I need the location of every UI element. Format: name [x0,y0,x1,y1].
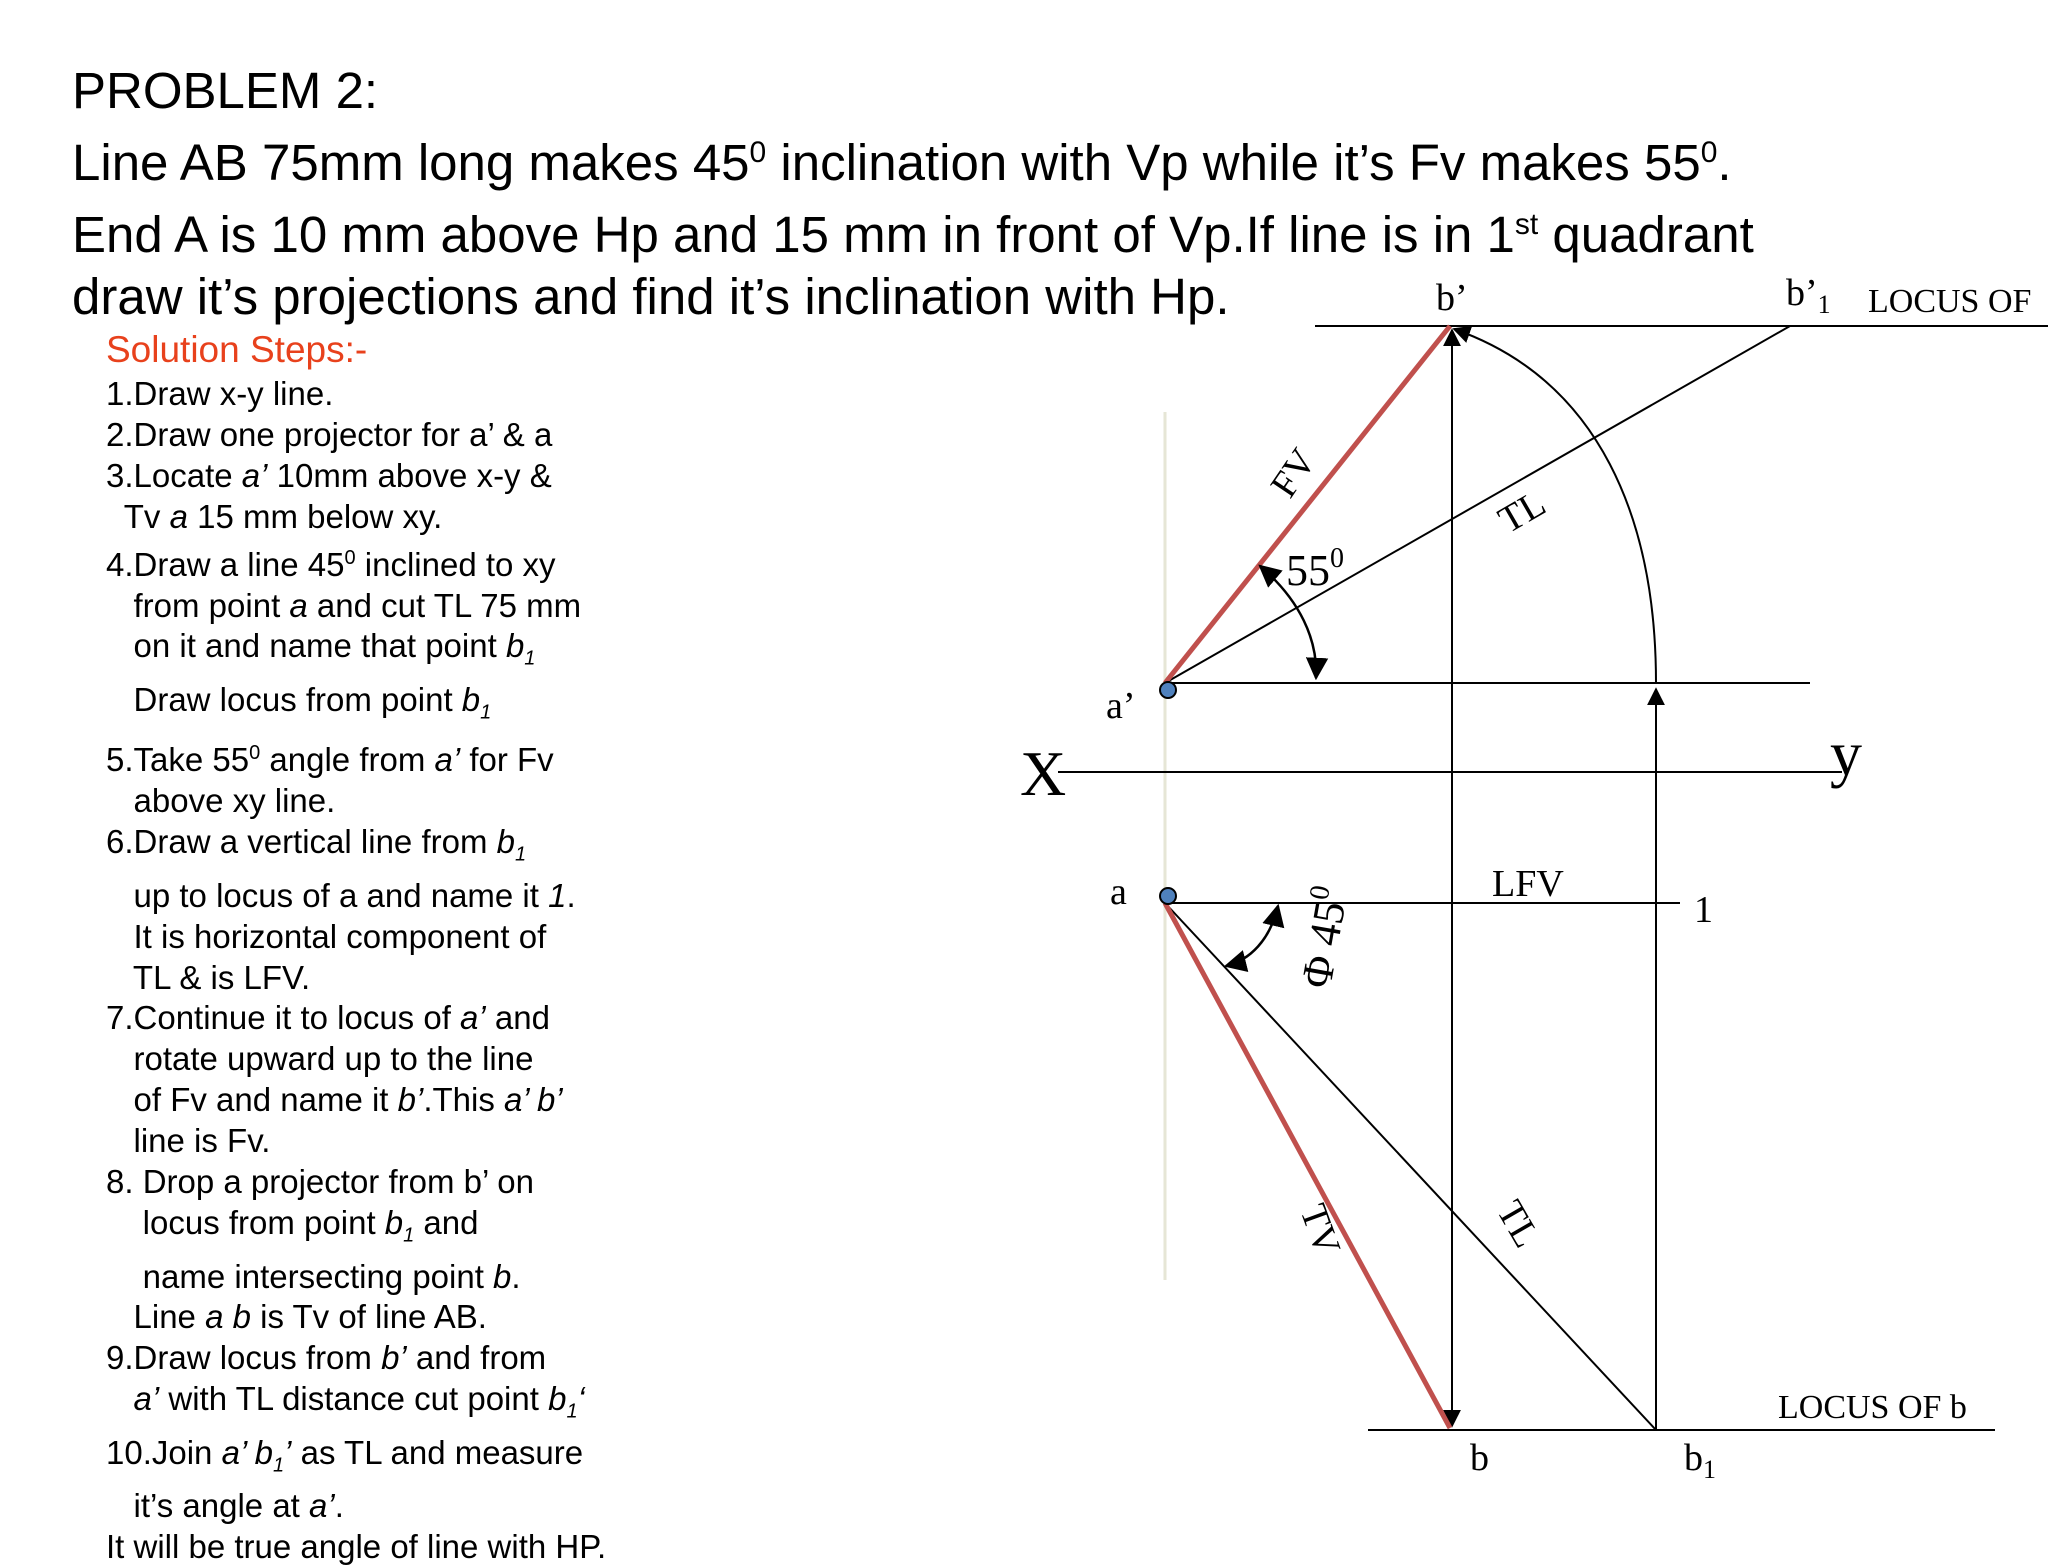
solution-step: on it and name that point $b_1$ [106,627,536,671]
label-b-prime: b’ [1436,277,1468,319]
solution-step: 7.Continue it to locus of a’ and [106,999,550,1037]
point-a [1160,888,1176,904]
label-locus-of-b: LOCUS OF b [1778,1389,1967,1426]
solution-step: above xy line. [106,782,336,820]
solution-step: TL & is LFV. [106,958,311,996]
solution-step: 9.Draw locus from b’ and from [106,1339,547,1377]
label-locus-of-top: LOCUS OF [1868,283,2032,320]
label-y: y [1830,718,1862,789]
solution-step: Tv a 15 mm below xy. [106,497,443,535]
point-a-prime [1160,682,1176,698]
solution-step: Draw locus from point $b_1$ [106,680,492,724]
solution-step: It will be true angle of line with HP. [106,1528,607,1566]
solution-heading: Solution Steps:- [106,329,368,370]
problem-number: PROBLEM 2: [72,62,379,119]
label-b: b [1470,1437,1489,1479]
label-angle-55: $55^0$ [1286,543,1344,595]
solution-step: from point a and cut TL 75 mm [106,586,582,624]
label-a-prime: a’ [1106,685,1136,727]
true-length-line-top [1165,326,1790,683]
solution-step: 1.Draw x-y line. [106,375,334,412]
solution-step: of Fv and name it b’.This a’ b’ [106,1081,563,1119]
solution-step: Line a b is Tv of line AB. [106,1298,487,1336]
solution-step: 2.Draw one projector for a’ & a [106,415,553,453]
label-X: X [1020,738,1067,809]
solution-step: up to locus of a and name it 1. [106,876,576,914]
solution-step: locus from point $b_1$ and [106,1204,479,1247]
label-LFV: LFV [1492,863,1564,905]
solution-step: 4.Draw a line $45^0$ inclined to xy [106,545,556,583]
label-b1: $b_1$ [1684,1437,1716,1484]
label-TL-lower: TL [1488,1193,1548,1255]
solution-step: line is Fv. [106,1122,271,1160]
solution-step: 10.Join a’ $b_1$’ as TL and measure [106,1433,584,1477]
label-b1-prime: $b’_1$ [1786,272,1831,319]
label-a: a [1110,871,1127,913]
problem-line-4: draw it’s projections and find it’s inclination with Hp. [72,268,1230,325]
solution-step: it’s angle at a’. [106,1487,344,1525]
rotation-arc [1454,329,1656,683]
label-TL-upper: TL [1491,482,1553,542]
label-TV: TV [1291,1198,1349,1261]
problem-line-3: End A is 10 mm above Hp and 15 mm in front of Vp.If line is in 1st quadrant [72,206,1754,263]
label-angle-45: Φ $45^0$ [1291,883,1355,992]
label-FV: FV [1262,441,1325,506]
solution-step: 6.Draw a vertical line from $b_1$ [106,823,527,866]
solution-step: name intersecting point b. [106,1257,521,1295]
solution-step: 3.Locate a’ 10mm above x-y & [106,456,552,494]
solution-step: rotate upward up to the line [106,1040,534,1078]
solution-step: 8. Drop a projector from b’ on [106,1163,534,1201]
solution-step: It is horizontal component of [106,917,547,955]
problem-line-2: Line AB 75mm long makes $45^0$ inclination with Vp while it’s Fv makes $55^0$. [72,134,1732,191]
angle-arc-45 [1226,906,1278,966]
label-point-1: 1 [1694,889,1713,931]
solution-step: 5.Take $55^0$ angle from a’ for Fv [106,741,554,779]
solution-step: a’ with TL distance cut point $b_1‘$ [133,1380,585,1423]
